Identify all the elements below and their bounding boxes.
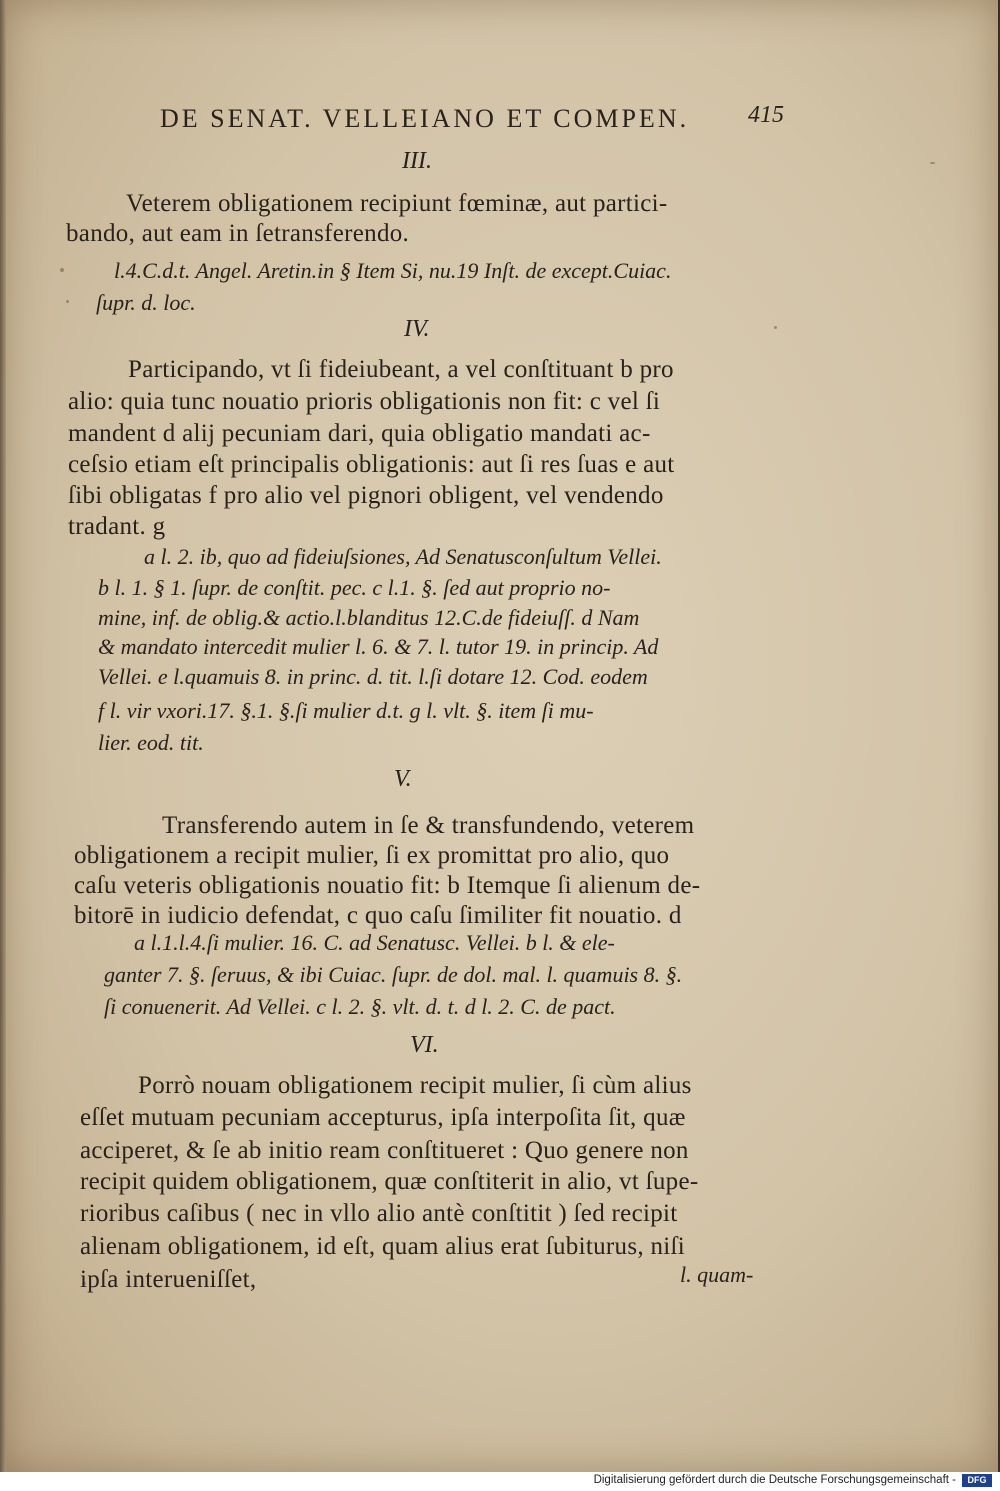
body-line: alio: quia tunc nouatio prioris obligationis non fit: c vel ſi [68, 388, 661, 415]
body-line: acciperet, & ſe ab initio ream conſtitueret : Quo genere non [80, 1137, 689, 1164]
note-line: b l. 1. § 1. ſupr. de conſtit. pec. c l.1. §. ſed aut proprio no- [98, 575, 611, 600]
note-line: lier. eod. tit. [98, 730, 204, 755]
footer-credit: Digitalisierung gefördert durch die Deutsche Forschungsgemeinschaft - [593, 1474, 956, 1486]
paper-speck [774, 326, 777, 329]
body-line: caſu veteris obligationis nouatio fit: b Itemque ſi alienum de- [74, 872, 701, 899]
body-line: Veterem obligationem recipiunt fœminæ, aut partici- [126, 190, 668, 217]
body-line: mandent d alij pecuniam dari, quia obligatio mandati ac- [68, 420, 651, 447]
body-line: Participando, vt ſi fideiubeant, a vel conſtituant b pro [128, 356, 674, 383]
body-line: tradant. g [68, 513, 166, 540]
note-line: ganter 7. §. ſeruus, & ibi Cuiac. ſupr. de dol. mal. l. quamuis 8. §. [104, 962, 683, 987]
note-line: ſi conuenerit. Ad Vellei. c l. 2. §. vlt. d. t. d l. 2. C. de pact. [104, 994, 616, 1019]
body-line: recipit quidem obligationem, quæ conſtiterit in alio, vt ſupe- [80, 1168, 699, 1195]
body-line: Transferendo autem in ſe & transfundendo, veterem [162, 812, 695, 839]
catchword: l. quam- [680, 1262, 754, 1287]
paper-speck [66, 300, 69, 303]
section-heading: IV. [404, 316, 430, 342]
paper-speck [60, 268, 64, 272]
section-heading: V. [394, 766, 412, 792]
body-line: eſſet mutuam pecuniam accepturus, ipſa interpoſita ſit, quæ [80, 1104, 686, 1131]
body-line: obligationem a recipit mulier, ſi ex promittat pro alio, quo [74, 842, 670, 869]
running-head: DE SENAT. VELLEIANO ET COMPEN. [160, 104, 690, 133]
note-line: l.4.C.d.t. Angel. Aretin.in § Item Si, nu.19 Inſt. de except.Cuiac. [114, 258, 672, 283]
body-line: rioribus caſibus ( nec in vllo alio antè conſtitit ) ſed recipit [80, 1200, 678, 1227]
section-heading: III. [402, 148, 432, 174]
note-line: f l. vir vxori.17. §.1. §.ſi mulier d.t. g l. vlt. §. item ſi mu- [98, 698, 594, 723]
note-line: & mandato intercedit mulier l. 6. & 7. l. tutor 19. in princip. Ad [98, 634, 659, 659]
note-line: mine, inf. de oblig.& actio.l.blanditus 12.C.de fideiuſſ. d Nam [98, 605, 640, 630]
body-line: Porrò nouam obligationem recipit mulier, ſi cùm alius [138, 1072, 692, 1099]
page-binding-edge [0, 0, 6, 1472]
note-line: a l. 2. ib, quo ad fideiuſsiones, Ad Senatusconſultum Vellei. [144, 544, 662, 569]
page-number: 415 [748, 102, 784, 128]
body-line: ipſa interueniſſet, [80, 1266, 257, 1293]
note-line: Vellei. e l.quamuis 8. in princ. d. tit. l.ſi dotare 12. Cod. eodem [98, 664, 648, 689]
paper-speck [930, 162, 935, 164]
dfg-logo: DFG [962, 1474, 992, 1487]
body-line: alienam obligationem, id eſt, quam alius erat ſubiturus, niſi [80, 1233, 685, 1260]
body-line: bitorē in iudicio defendat, c quo caſu ſimiliter fit nouatio. d [74, 902, 682, 929]
body-line: ceſsio etiam eſt principalis obligationis: aut ſi res ſuas e aut [68, 451, 675, 478]
body-line: bando, aut eam in ſetransferendo. [66, 220, 410, 247]
section-heading: VI. [410, 1032, 439, 1058]
note-line: a l.1.l.4.ſi mulier. 16. C. ad Senatusc. Vellei. b l. & ele- [134, 930, 615, 955]
body-line: ſibi obligatas f pro alio vel pignori obligent, vel vendendo [68, 482, 664, 509]
note-line: ſupr. d. loc. [96, 290, 196, 315]
